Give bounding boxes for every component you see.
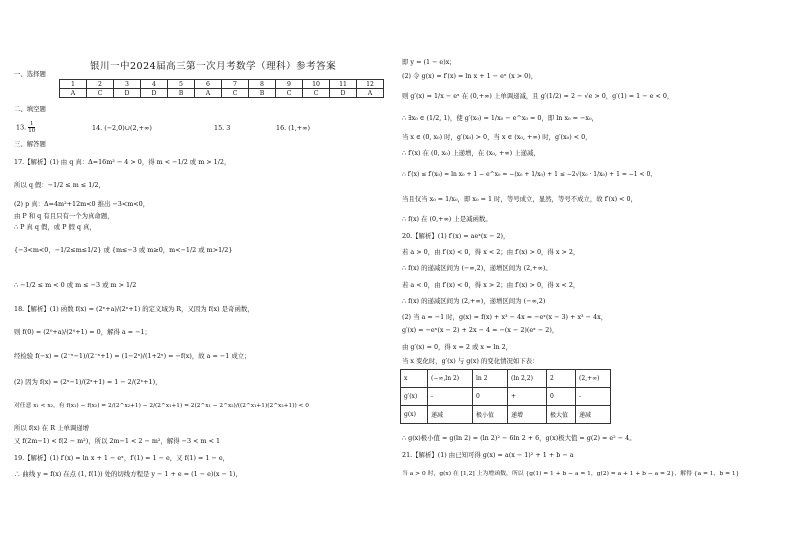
answer-table-number-row — [60, 80, 384, 89]
table-cell: x — [401, 370, 428, 388]
solution-line: 当且仅当 x₀ = 1/x₀，即 x₀ = 1 时，等号成立，显然，等号不成立，故 f′(x) < 0， — [402, 195, 638, 203]
solution-line: 对任意 x₁ < x₂，有 f(x₁) − f(x₂) = 2/(2^x₂+1) − 2/(2^x₁+1) = 2(2^x₁ − 2^x₂)/((2^x₁+1)(2^x₂+1)) < 0 — [14, 403, 309, 409]
section-heading-fill: 二、填空题 — [14, 105, 46, 113]
solution-line: (2) 令 g(x) = f′(x) = ln x + 1 − eˣ (x > 0)， — [402, 72, 538, 80]
solution-line: 所以 f(x) 在 R 上单调递增 — [14, 424, 90, 432]
solution-line: ∴ g(x)极小值 = g(ln 2) = (ln 2)² − 6ln 2 + 6，g(x)极大值 = g(2) = e² − 4。 — [402, 434, 636, 442]
table-cell: - — [576, 388, 611, 406]
solution-line: ∴ 曲线 y = f(x) 在点 (1, f(1)) 处的切线方程是 y − 1 + e = (1 − e)(x − 1)， — [14, 470, 242, 478]
table-cell: 递增 — [508, 406, 547, 424]
answer-letter: B — [168, 89, 195, 98]
table-cell: (2,+∞) — [576, 370, 611, 388]
variation-table-function-row — [401, 406, 611, 424]
fill-answer-15: 15. 3 — [214, 124, 231, 132]
answer-letter: A — [357, 89, 384, 98]
solution-line: ∴ P 真 q 假，或 P 假 q 真， — [14, 223, 96, 231]
table-cell: 0 — [547, 388, 576, 406]
fill-answer-16: 16. (1,+∞) — [276, 124, 310, 132]
solution-line: 又 f(2m−1) < f(2 − m²)，所以 2m−1 < 2 − m²，解得 −3 < m < 1 — [14, 437, 221, 445]
answer-letter: C — [276, 89, 303, 98]
answer-letter: C — [87, 89, 114, 98]
fraction-numerator: 1 — [29, 121, 34, 127]
solution-line: 21.【解析】(1) 由已知可得 g(x) = a(x − 1)² + 1 + b − a — [402, 451, 574, 459]
solution-line: 则 f(0) = (2⁰+a)/(2⁰+1) = 0，解得 a = −1； — [14, 328, 151, 336]
answer-number: 9 — [276, 80, 303, 89]
fill-answer-13 — [16, 121, 35, 134]
answer-table — [59, 79, 384, 98]
solution-line: ∴ f′(x) ≤ f′(x₀) = ln x₀ + 1 − e^x₀ = −(x₀ + 1/x₀) + 1 ≤ −2√(x₀ · 1/x₀) + 1 = −1 < 0， — [402, 171, 657, 178]
solution-line: {−3<m<0，−1/2≤m≤1/2} 或 {m≤−3 或 m≥0，m<−1/2 或 m>1/2} — [14, 246, 233, 254]
solution-line: (2) 因为 f(x) = (2ˣ−1)/(2ˣ+1) = 1 − 2/(2ˣ+1)， — [14, 378, 162, 386]
fraction — [28, 121, 35, 134]
solution-line: 若 a < 0，由 f′(x) < 0，得 x > 2；由 f′(x) > 0，得 x < 2， — [402, 281, 580, 289]
table-cell: 递减 — [576, 406, 611, 424]
answer-number: 2 — [87, 80, 114, 89]
answer-number: 10 — [303, 80, 330, 89]
answer-letter: C — [222, 89, 249, 98]
variation-table — [400, 369, 611, 424]
table-cell: 递减 — [428, 406, 473, 424]
solution-line: (2) 当 a = −1 时，g(x) = f(x) + x³ − 4x = −eˣ(x − 3) + x³ − 4x， — [402, 313, 608, 321]
solution-line: 19.【解析】(1) f′(x) = ln x + 1 − eˣ，f′(1) = 1 − e，又 f(1) = 1 − e， — [14, 454, 230, 462]
solution-line: ∴ f(x) 在 (0,+∞) 上是减函数。 — [402, 215, 492, 223]
solution-line: 由 P 和 q 有且只有一个为真命题， — [14, 212, 114, 220]
section-heading-solve: 三、解答题 — [14, 140, 46, 148]
answer-letter: A — [60, 89, 87, 98]
table-cell: g(x) — [401, 406, 428, 424]
answer-number: 3 — [114, 80, 141, 89]
answer-letter: C — [303, 89, 330, 98]
table-cell: + — [508, 388, 547, 406]
table-cell: 2 — [547, 370, 576, 388]
table-cell: ln 2 — [473, 370, 508, 388]
solution-line: 17.【解析】(1) 由 q 真：Δ=16m² − 4 > 0，得 m < −1/2 或 m > 1/2， — [14, 158, 231, 166]
solution-line: 由 g′(x) = 0，得 x = 2 或 x = ln 2， — [402, 343, 513, 351]
solution-line: ∴ f(x) 的递减区间为 (−∞,2)，递增区间为 (2,+∞)。 — [402, 264, 552, 272]
solution-line: 当 x 变化时，g′(x) 与 g(x) 的变化情况如下表： — [402, 357, 539, 365]
solution-line: 所以 q 假：−1/2 ≤ m ≤ 1/2， — [14, 181, 105, 189]
solution-line: 则 g′(x) = 1/x − eˣ 在 (0,+∞) 上单调递减，且 g′(1/2) = 2 − √e > 0，g′(1) = 1 − e < 0， — [402, 92, 674, 100]
solution-line: g′(x) = −eˣ(x − 2) + 2x − 4 = −(x − 2)(eˣ − 2)， — [402, 326, 559, 334]
answer-letter: D — [114, 89, 141, 98]
solution-line: 20.【解析】(1) f′(x) = aeˣ(x − 2)， — [402, 232, 510, 240]
table-cell: g′(x) — [401, 388, 428, 406]
table-cell: - — [428, 388, 473, 406]
table-cell: (ln 2,2) — [508, 370, 547, 388]
answer-number: 11 — [330, 80, 357, 89]
answer-number: 5 — [168, 80, 195, 89]
solution-line: 即 y = (1 − e)x； — [402, 58, 456, 66]
fraction-denominator: 10 — [28, 128, 36, 135]
answer-letter: D — [141, 89, 168, 98]
answer-number: 1 — [60, 80, 87, 89]
fill-answer-13-label: 13. — [16, 123, 27, 132]
solution-line: ∴ f(x) 的递减区间为 (2,+∞)，递增区间为 (−∞,2) — [402, 297, 546, 305]
table-cell: (−∞,ln 2) — [428, 370, 473, 388]
answer-number: 6 — [195, 80, 222, 89]
solution-line: 当 a > 0 时，g(x) 在 [1,2] 上为增函数，所以 {g(1) = 1 + b − a = 1，g(2) = a + 1 + b − a = 2}，解得 {a = 1，b = 1} — [402, 471, 740, 477]
answer-letter: A — [195, 89, 222, 98]
solution-line: (2) p 真：Δ=4m²+12m<0 推出 −3<m<0， — [14, 200, 150, 208]
answer-letter: D — [330, 89, 357, 98]
solution-line: 经检验 f(−x) = (2⁻ˣ−1)/(2⁻ˣ+1) = (1−2ˣ)/(1+2ˣ) = −f(x)，故 a = −1 成立； — [14, 352, 251, 360]
page-title: 银川一中2024届高三第一次月考数学（理科）参考答案 — [90, 61, 337, 72]
fill-answer-14: 14. (−2,0)∪(2,+∞) — [92, 124, 152, 132]
answer-number: 12 — [357, 80, 384, 89]
solution-line: 18.【解析】(1) 函数 f(x) = (2ˣ+a)/(2ˣ+1) 的定义域为 R，又因为 f(x) 是奇函数， — [14, 305, 254, 313]
section-heading-choice: 一、选择题 — [14, 70, 46, 78]
solution-line: ∴ f′(x) 在 (0, x₀) 上递增，在 (x₀, +∞) 上递减， — [402, 149, 540, 157]
variation-table-header-row — [401, 370, 611, 388]
solution-line: 若 a > 0，由 f′(x) < 0，得 x < 2；由 f′(x) > 0，得 x > 2， — [402, 248, 580, 256]
solution-line: 当 x ∈ (0, x₀) 时，g′(x₀) > 0，当 x ∈ (x₀, +∞) 时，g′(x₀) < 0， — [402, 133, 592, 141]
table-cell: 极大值 — [547, 406, 576, 424]
answer-number: 7 — [222, 80, 249, 89]
variation-table-derivative-row — [401, 388, 611, 406]
table-cell: 0 — [473, 388, 508, 406]
solution-line: ∴ −1/2 ≤ m < 0 或 m ≤ −3 或 m > 1/2 — [14, 281, 137, 289]
answer-number: 4 — [141, 80, 168, 89]
answer-number: 8 — [249, 80, 276, 89]
answer-letter: B — [249, 89, 276, 98]
table-cell: 极小值 — [473, 406, 508, 424]
solution-line: ∴ ∃x₀ ∈ (1/2, 1)，使 g′(x₀) = 1/x₀ − e^x₀ = 0，即 ln x₀ = −x₀， — [402, 114, 598, 122]
answer-table-answer-row — [60, 89, 384, 98]
